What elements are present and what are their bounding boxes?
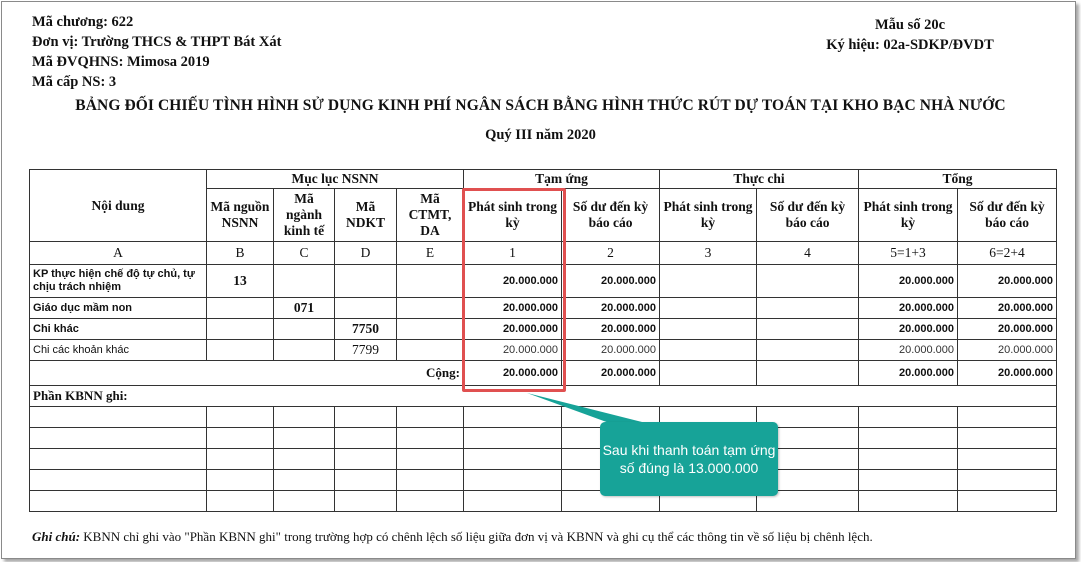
cell-value: 20.000.000 xyxy=(859,298,958,319)
cell-value: 20.000.000 xyxy=(562,298,660,319)
cell-value: 20.000.000 xyxy=(464,298,562,319)
cell-value: 20.000.000 xyxy=(562,340,660,361)
col-total-balance: Số dư đến kỳ báo cáo xyxy=(958,189,1057,242)
footnote-text: KBNN chỉ ghi vào "Phần KBNN ghi" trong trường hợp có chênh lệch số liệu giữa đơn vị và KBNN và ghi cụ thể các thông tin về số liệu bị chênh lệch. xyxy=(80,529,873,544)
col-content: Nội dung xyxy=(30,170,207,242)
index-cell: 5=1+3 xyxy=(859,242,958,265)
cell-value: 20.000.000 xyxy=(464,265,562,298)
index-cell: D xyxy=(335,242,397,265)
unit-code: Mã ĐVQHNS: Mimosa 2019 xyxy=(32,54,210,70)
row-label: Giáo dục mầm non xyxy=(30,298,207,319)
cell-value: 20.000.000 xyxy=(859,265,958,298)
total-value: 20.000.000 xyxy=(562,361,660,386)
callout-text: Sau khi thanh toán tạm ứng số đúng là 13.000.000 xyxy=(602,442,776,476)
document-period: Quý III năm 2020 xyxy=(485,127,596,143)
group-actual: Thực chi xyxy=(660,170,859,189)
document-title: BẢNG ĐỐI CHIẾU TÌNH HÌNH SỬ DỤNG KINH PHÍ NGÂN SÁCH BẰNG HÌNH THỨC RÚT DỰ TOÁN TẠI KHO BẠC NHÀ NƯỚC xyxy=(75,97,1006,114)
cell-economic: 071 xyxy=(274,298,335,319)
col-total-arise: Phát sinh trong kỳ xyxy=(859,189,958,242)
cell-value: 20.000.000 xyxy=(859,340,958,361)
col-ctmt: Mã CTMT, DA xyxy=(397,189,464,242)
row-label: Chi các khoản khác xyxy=(30,340,207,361)
index-cell: 3 xyxy=(660,242,757,265)
index-cell: A xyxy=(30,242,207,265)
index-cell: 2 xyxy=(562,242,660,265)
cell-value: 20.000.000 xyxy=(562,319,660,340)
cell-value: 20.000.000 xyxy=(859,319,958,340)
cell-value: 20.000.000 xyxy=(958,298,1057,319)
col-economic: Mã ngành kinh tế xyxy=(274,189,335,242)
cell-value: 20.000.000 xyxy=(464,319,562,340)
cell-ndkt: 7750 xyxy=(335,319,397,340)
index-cell: E xyxy=(397,242,464,265)
kbnn-label: Phần KBNN ghi: xyxy=(30,386,1057,407)
col-advance-balance: Số dư đến kỳ báo cáo xyxy=(562,189,660,242)
total-value: 20.000.000 xyxy=(464,361,562,386)
index-cell: 6=2+4 xyxy=(958,242,1057,265)
cell-value: 20.000.000 xyxy=(958,319,1057,340)
group-total: Tổng xyxy=(859,170,1057,189)
unit-name: Đơn vị: Trường THCS & THPT Bát Xát xyxy=(32,34,282,50)
callout-note xyxy=(600,422,778,496)
cell-ndkt: 7799 xyxy=(335,340,397,361)
group-mlns: Mục lục NSNN xyxy=(207,170,464,189)
col-actual-balance: Số dư đến kỳ báo cáo xyxy=(757,189,859,242)
row-label: KP thực hiện chế độ tự chủ, tự chịu trách nhiệm xyxy=(30,265,207,298)
index-cell: 4 xyxy=(757,242,859,265)
total-value: 20.000.000 xyxy=(859,361,958,386)
total-label: Cộng: xyxy=(30,361,464,386)
group-advance: Tạm ứng xyxy=(464,170,660,189)
budget-level: Mã cấp NS: 3 xyxy=(32,74,117,90)
chapter-code: Mã chương: 622 xyxy=(32,14,134,30)
footnote xyxy=(32,529,873,545)
form-number: Mẫu số 20c xyxy=(874,17,946,33)
cell-source: 13 xyxy=(207,265,274,298)
index-cell: C xyxy=(274,242,335,265)
form-symbol: Ký hiệu: 02a-SDKP/ĐVDT xyxy=(826,37,994,53)
col-source: Mã nguồn NSNN xyxy=(207,189,274,242)
total-value: 20.000.000 xyxy=(958,361,1057,386)
col-ndkt: Mã NDKT xyxy=(335,189,397,242)
col-actual-arise: Phát sinh trong kỳ xyxy=(660,189,757,242)
cell-value: 20.000.000 xyxy=(958,340,1057,361)
cell-value: 20.000.000 xyxy=(562,265,660,298)
cell-value: 20.000.000 xyxy=(464,340,562,361)
index-cell: B xyxy=(207,242,274,265)
col-advance-arise: Phát sinh trong kỳ xyxy=(464,189,562,242)
cell-value: 20.000.000 xyxy=(958,265,1057,298)
footnote-label: Ghi chú: xyxy=(32,529,81,544)
index-cell: 1 xyxy=(464,242,562,265)
row-label: Chi khác xyxy=(30,319,207,340)
